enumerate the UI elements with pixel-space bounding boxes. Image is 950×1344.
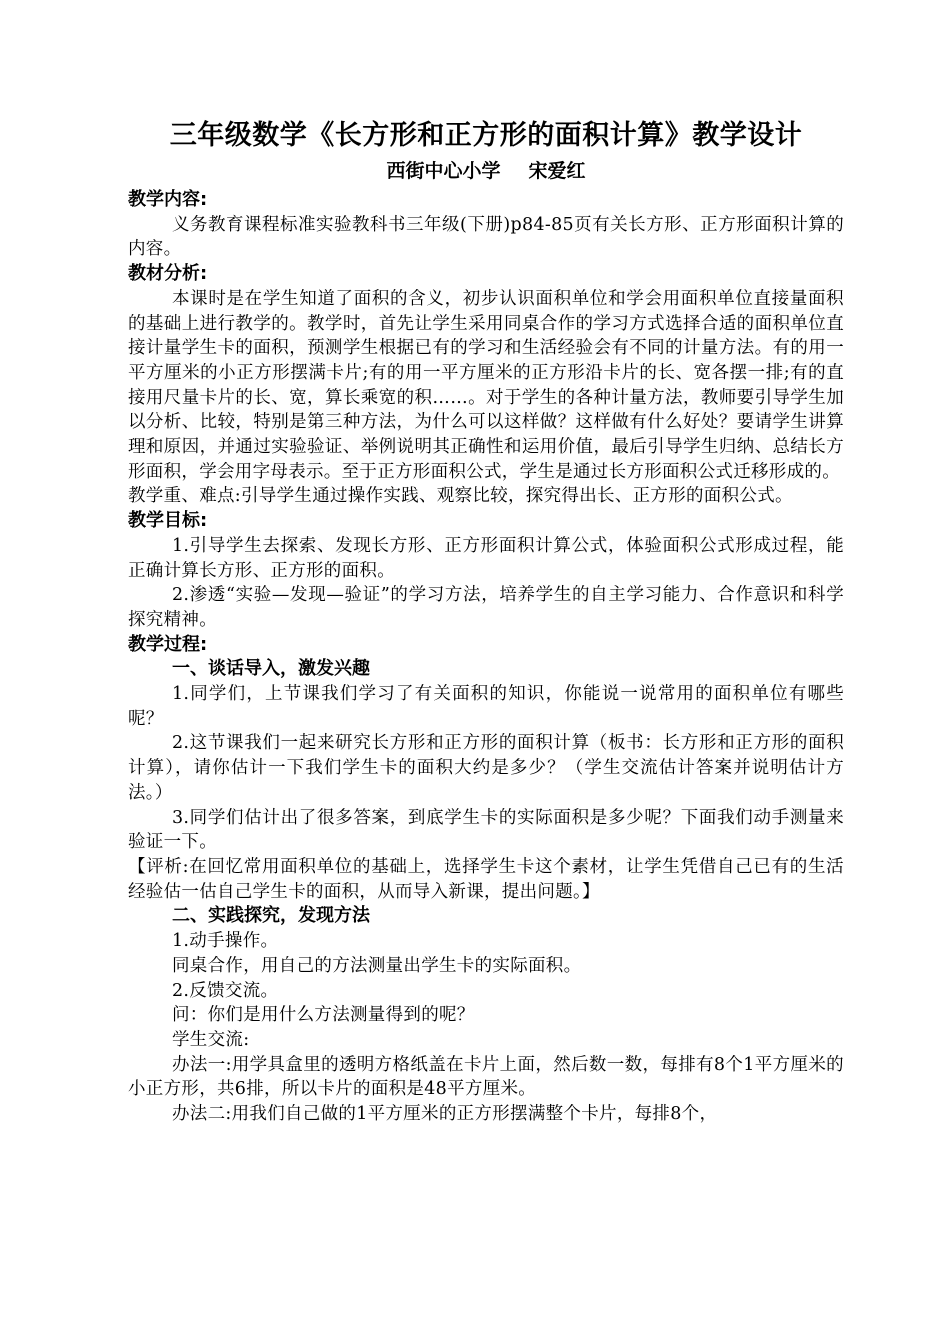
document-title: 三年级数学《长方形和正方形的面积计算》教学设计 [169, 120, 803, 151]
section-2-method-1: 办法一:用学具盒里的透明方格纸盖在卡片上面，然后数一数，每排有8个1平方厘米的小正方形，共6排，所以卡片的面积是48平方厘米。 [128, 1054, 844, 1100]
teaching-content-text: 义务教育课程标准实验教科书三年级(下册)p84-85页有关长方形、正方形面积计算的内容。 [128, 214, 844, 260]
document-page [128, 116, 844, 1127]
heading-material-analysis: 教材分析: [128, 263, 208, 285]
heading-teaching-content: 教学内容: [128, 189, 208, 210]
section-1-paragraph-2: 2.这节课我们一起来研究长方形和正方形的面积计算（板书：长方形和正方形的面积计算），请你估计一下我们学生卡的面积大约是多少？（学生交流估计答案并说明估计方法。） [128, 733, 844, 803]
goal-1: 1.引导学生去探索、发现长方形、正方形面积计算公式，体验面积公式形成过程，能正确计算长方形、正方形的面积。 [128, 535, 844, 581]
section-1-paragraph-3: 3.同学们估计出了很多答案，到底学生卡的实际面积是多少呢？下面我们动手测量来验证一下。 [128, 807, 844, 853]
key-points-text: 教学重、难点:引导学生通过操作实践、观察比较，探究得出长、正方形的面积公式。 [128, 486, 793, 507]
section-2-paragraph-4: 问：你们是用什么方法测量得到的呢？ [172, 1005, 475, 1026]
section-2-paragraph-3: 2.反馈交流。 [172, 980, 279, 1001]
comment-paragraph: 【评析:在回忆常用面积单位的基础上，选择学生卡这个素材，让学生凭借自己已有的生活经验估一估自己学生卡的面积，从而导入新课，提出问题。】 [128, 856, 844, 902]
author-name: 宋爱红 [528, 160, 586, 182]
section-2-method-2: 办法二:用我们自己做的1平方厘米的正方形摆满整个卡片，每排8个， [172, 1104, 718, 1125]
section-1-paragraph-1: 1.同学们，上节课我们学习了有关面积的知识，你能说一说常用的面积单位有哪些呢？ [128, 684, 844, 729]
goal-2: 2.渗透“实验—发现—验证”的学习方法，培养学生的自主学习能力、合作意识和科学探究精神。 [128, 585, 844, 630]
author-line [128, 156, 844, 186]
section-2-paragraph-1: 1.动手操作。 [172, 931, 279, 952]
section-2-paragraph-5: 学生交流: [172, 1029, 250, 1050]
heading-teaching-process: 教学过程: [128, 633, 208, 655]
heading-teaching-goals: 教学目标: [128, 510, 208, 532]
material-analysis-text: 本课时是在学生知道了面积的含义，初步认识面积单位和学会用面积单位直接量面积的基础上进行教学的。教学时，首先让学生采用同桌合作的学习方式选择合适的面积单位直接计量学生卡的面积，预测学生根据已有的学习和生活经验会有不同的计量方法。有的用一平方厘米的小正方形摆满卡片;有的用一平方厘米的正方形沿卡片的长、宽各摆一排;有的直接用尺量卡片的长、宽，算长乘宽的积……。对于学生的各种计量方法，教师要引导学生加以分析、比较，特别是第三种方法，为什么可以这样做？这样做有什么好处？要请学生讲算理和原因，并通过实验验证、举例说明其正确性和运用价值，最后引导学生归纳、总结长方形面积，学会用字母表示。至于正方形面积公式，学生是通过长方形面积公式迁移形成的。 [128, 288, 844, 482]
section-2-paragraph-2: 同桌合作，用自己的方法测量出学生卡的实际面积。 [172, 955, 582, 976]
section-1-title: 一、谈话导入，激发兴趣 [172, 658, 370, 680]
school-name: 西街中心小学 [386, 160, 501, 182]
section-2-title: 二、实践探究，发现方法 [172, 905, 370, 927]
